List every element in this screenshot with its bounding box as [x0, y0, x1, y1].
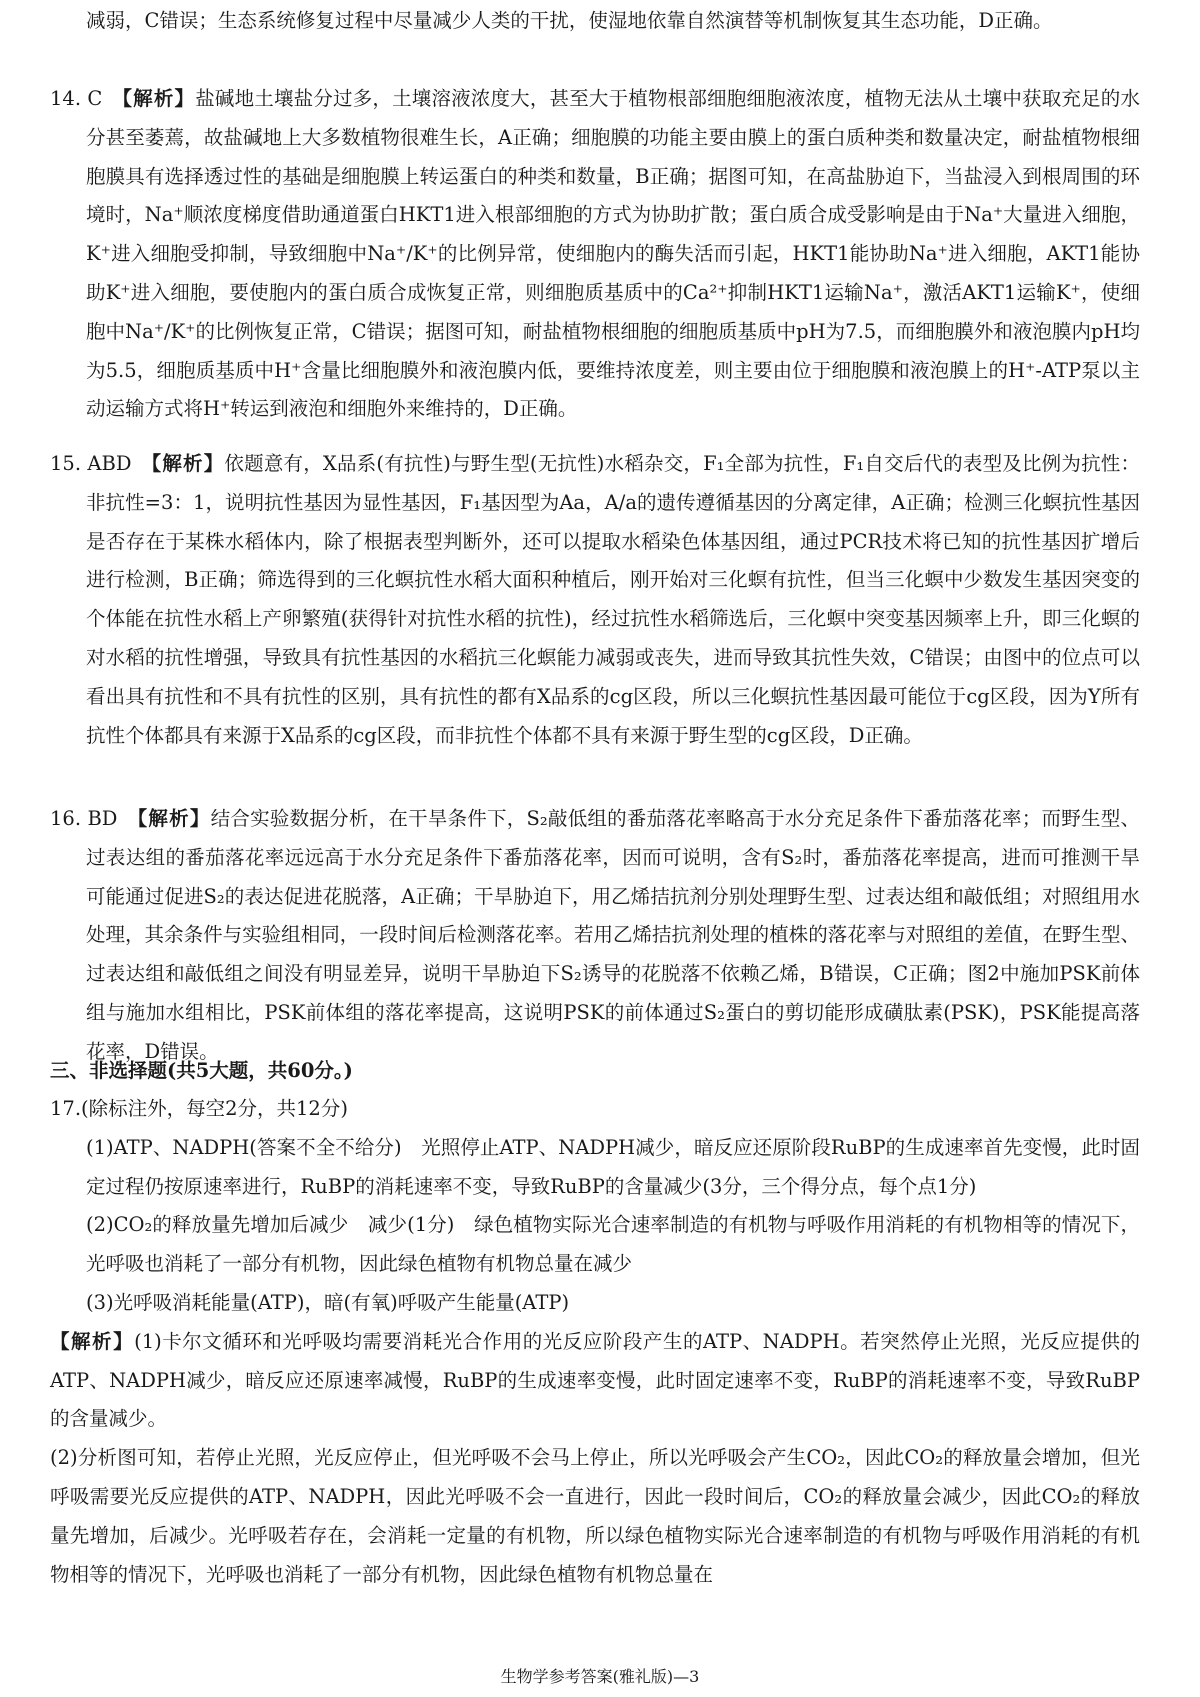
- q17-explanation-1: [50, 1323, 1140, 1439]
- q16-answer: [50, 800, 1140, 1072]
- q15-paragraph: [50, 445, 1140, 755]
- section-3-heading: 三、非选择题(共5大题，共60分。): [50, 1059, 353, 1082]
- q17-explanation-2: (2)分析图可知，若停止光照，光反应停止，但光呼吸不会马上停止，所以光呼吸会产生CO₂，因此CO₂的释放量会增加，但光呼吸需要光反应提供的ATP、NADPH，因此光呼吸不会一直进行，因此一段时间后，CO₂的释放量会减少，因此CO₂的释放量先增加，后减少。光呼吸若存在，会消耗一定量的有机物，所以绿色植物实际光合速率制造的有机物与呼吸作用消耗的有机物相等的情况下，光呼吸也消耗了一部分有机物，因此绿色植物有机物总量在: [50, 1446, 1140, 1586]
- q17-analysis-tag: 【解析】: [50, 1329, 135, 1353]
- q16-number: 16. BD: [50, 807, 118, 830]
- section-3: [50, 1052, 1140, 1091]
- q13-tail-text: 减弱，C错误；生态系统修复过程中尽量减少人类的干扰，使湿地依靠自然演替等机制恢复其生态功能，D正确。: [86, 9, 1053, 32]
- q17-explanation-1-text: (1)卡尔文循环和光呼吸均需要消耗光合作用的光反应阶段产生的ATP、NADPH。若突然停止光照，光反应提供的ATP、NADPH减少，暗反应还原速率减慢，RuBP的生成速率变慢，此时固定速率不变，RuBP的消耗速率不变，导致RuBP的含量减少。: [50, 1329, 1140, 1431]
- q14-analysis-text: 盐碱地土壤盐分过多，土壤溶液浓度大，甚至大于植物根部细胞细胞液浓度，植物无法从土壤中获取充足的水分甚至萎蔫，故盐碱地上大多数植物很难生长，A正确；细胞膜的功能主要由膜上的蛋白质种类和数量决定，耐盐植物根细胞膜具有选择透过性的基础是细胞膜上转运蛋白的种类和数量，B正确；据图可知，在高盐胁迫下，当盐浸入到根周围的环境时，Na⁺顺浓度梯度借助通道蛋白HKT1进入根部细胞的方式为协助扩散；蛋白质合成受影响是由于Na⁺大量进入细胞，K⁺进入细胞受抑制，导致细胞中Na⁺/K⁺的比例异常，使细胞内的酶失活而引起，HKT1能协助Na⁺进入细胞，AKT1能协助K⁺进入细胞，要使胞内的蛋白质合成恢复正常，则细胞质基质中的Ca²⁺抑制HKT1运输Na⁺，激活AKT1运输K⁺，使细胞中Na⁺/K⁺的比例恢复正常，C错误；据图可知，耐盐植物根细胞的细胞质基质中pH为7.5，而细胞膜外和液泡膜内pH均为5.5，细胞质基质中H⁺含量比细胞膜外和液泡膜内低，要维持浓度差，则主要由位于细胞膜和液泡膜上的H⁺-ATP泵以主动运输方式将H⁺转运到液泡和细胞外来维持的，D正确。: [86, 87, 1140, 421]
- q14-analysis-tag: 【解析】: [122, 87, 196, 110]
- q14-paragraph: [50, 80, 1140, 429]
- q16-analysis-tag: 【解析】: [137, 807, 211, 830]
- q15-analysis-tag: 【解析】: [151, 452, 225, 475]
- page-footer: 生物学参考答案(雅礼版)—3: [500, 1667, 700, 1686]
- q17-answer-1: (1)ATP、NADPH(答案不全不给分) 光照停止ATP、NADPH减少，暗反应还原阶段RuBP的生成速率首先变慢，此时固定过程仍按原速率进行，RuBP的消耗速率不变，导致RuBP的含量减少(3分，三个得分点，每个点1分): [86, 1135, 1140, 1198]
- q15-analysis-text: 依题意有，X品系(有抗性)与野生型(无抗性)水稻杂交，F₁全部为抗性，F₁自交后代的表型及比例为抗性：非抗性=3：1，说明抗性基因为显性基因，F₁基因型为Aa，A/a的遗传遵循基因的分离定律，A正确；检测三化螟抗性基因是否存在于某株水稻体内，除了根据表型判断外，还可以提取水稻染色体基因组，通过PCR技术将已知的抗性基因扩增后进行检测，B正确；筛选得到的三化螟抗性水稻大面积种植后，刚开始对三化螟有抗性，但当三化螟中少数发生基因突变的个体能在抗性水稻上产卵繁殖(获得针对抗性水稻的抗性)，经过抗性水稻筛选后，三化螟中突变基因频率上升，即三化螟的对水稻的抗性增强，导致具有抗性基因的水稻抗三化螟能力减弱或丧失，进而导致其抗性失效，C错误；由图中的位点可以看出具有抗性和不具有抗性的区别，具有抗性的都有X品系的cg区段，所以三化螟抗性基因最可能位于cg区段，因为Y所有抗性个体都具有来源于X品系的cg区段，而非抗性个体都不具有来源于野生型的cg区段，D正确。: [86, 452, 1140, 747]
- q16-paragraph: [50, 800, 1140, 1072]
- q17-answer: [50, 1090, 1140, 1594]
- q17-answer-2: (2)CO₂的释放量先增加后减少 减少(1分) 绿色植物实际光合速率制造的有机物与呼吸作用消耗的有机物相等的情况下，光呼吸也消耗了一部分有机物，因此绿色植物有机物总量在减少: [86, 1213, 1140, 1276]
- q16-analysis-text: 结合实验数据分析，在干旱条件下，S₂敲低组的番茄落花率略高于水分充足条件下番茄落花率；而野生型、过表达组的番茄落花率远远高于水分充足条件下番茄落花率，因而可说明，含有S₂时，番茄落花率提高，进而可推测干旱可能通过促进S₂的表达促进花脱落，A正确；干旱胁迫下，用乙烯拮抗剂分别处理野生型、过表达组和敲低组；对照组用水处理，其余条件与实验组相同，一段时间后检测落花率。若用乙烯拮抗剂处理的植株的落花率与对照组的差值，在野生型、过表达组和敲低组之间没有明显差异，说明干旱胁迫下S₂诱导的花脱落不依赖乙烯，B错误，C正确；图2中施加PSK前体组与施加水组相比，PSK前体组的落花率提高，这说明PSK的前体通过S₂蛋白的剪切能形成磺肽素(PSK)，PSK能提高落花率，D错误。: [86, 807, 1140, 1063]
- q15-number: 15. ABD: [50, 452, 132, 475]
- q17-heading: 17.(除标注外，每空2分，共12分): [50, 1097, 348, 1120]
- q14-number: 14. C: [50, 87, 103, 110]
- q13-continuation: [50, 2, 1140, 41]
- q17-answer-3: (3)光呼吸消耗能量(ATP)，暗(有氧)呼吸产生能量(ATP): [86, 1290, 570, 1314]
- q14-answer: [50, 80, 1140, 429]
- q15-answer: [50, 445, 1140, 755]
